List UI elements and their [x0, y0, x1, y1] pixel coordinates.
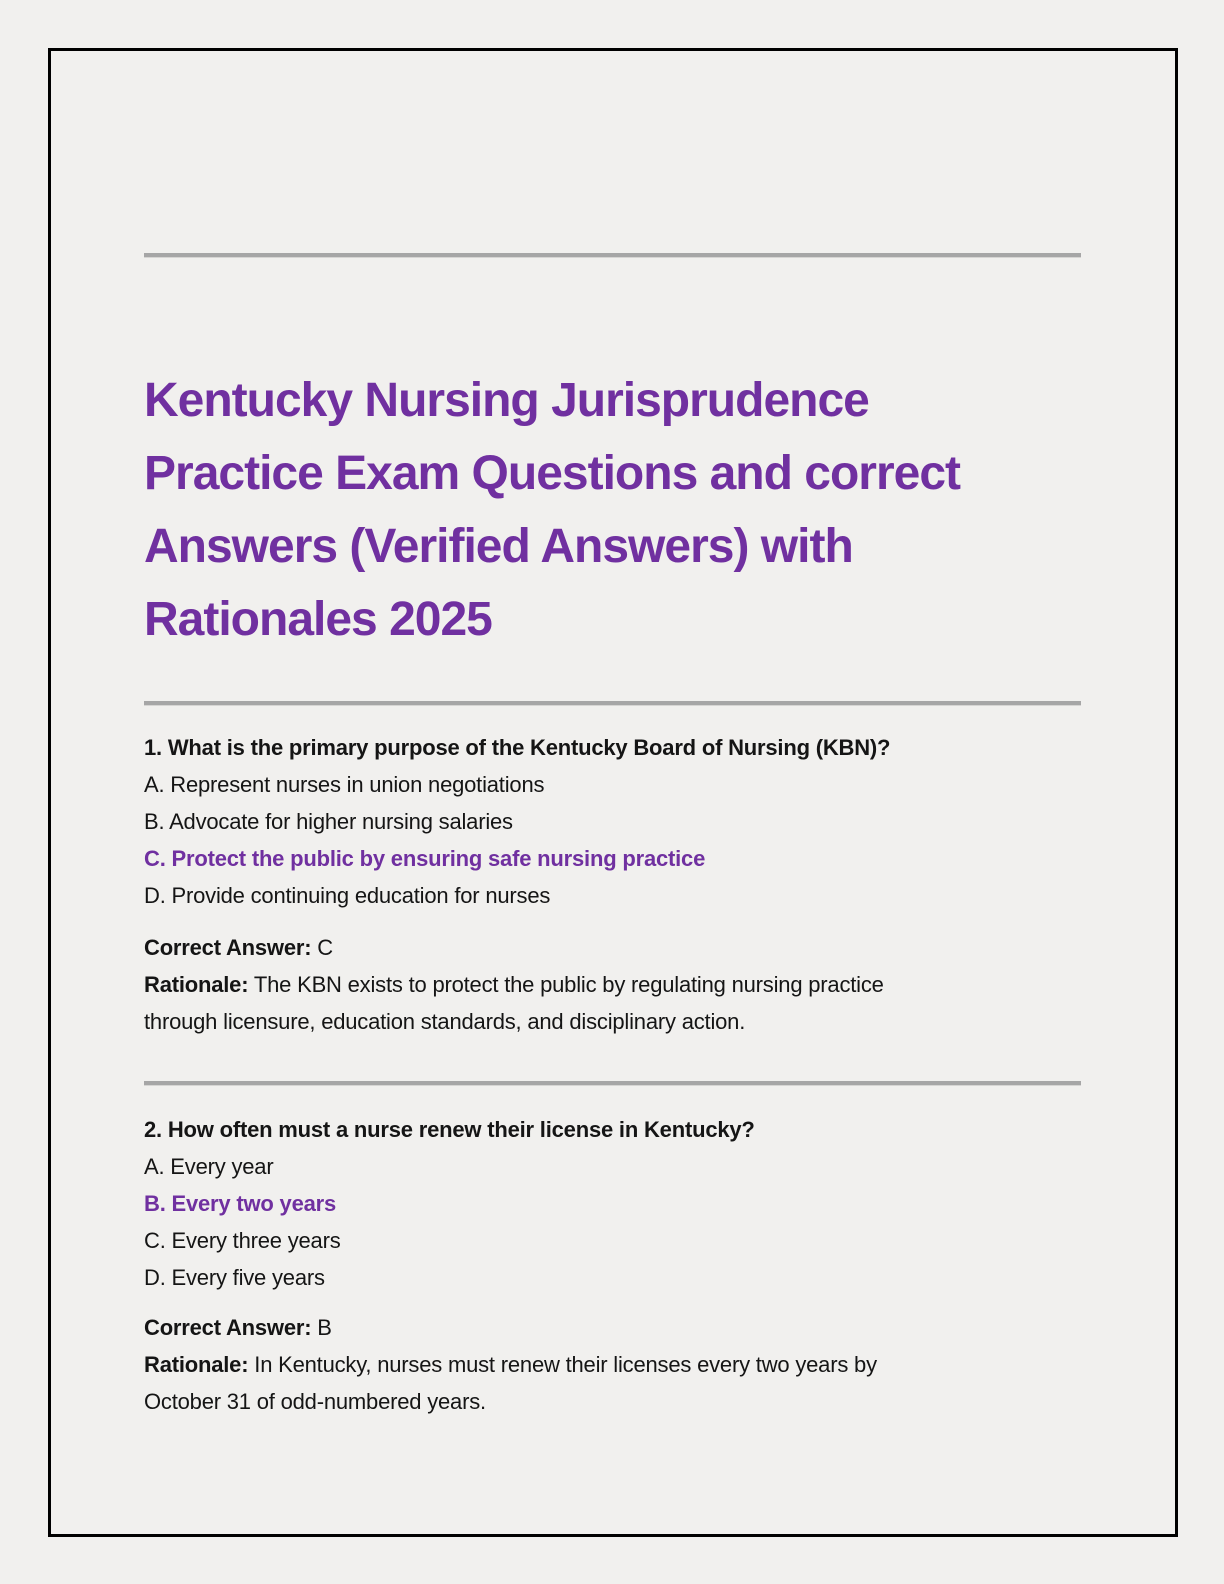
question-2-block — [144, 1111, 1084, 1296]
question-1-rationale-line-1 — [144, 966, 1084, 1003]
rationale-label: Rationale: — [144, 972, 249, 997]
question-2-option-a: A. Every year — [144, 1154, 274, 1179]
section-divider-question-2 — [144, 1081, 1081, 1086]
question-2-rationale-line-1 — [144, 1346, 1084, 1383]
correct-answer-value: C — [317, 935, 333, 960]
question-2-rationale-line-2: October 31 of odd-numbered years. — [144, 1389, 486, 1414]
question-1-answer-block — [144, 929, 1084, 1040]
section-divider-question-1 — [144, 701, 1081, 706]
document-title — [144, 364, 1144, 656]
question-1-correct-answer-line — [144, 929, 1084, 966]
question-1-option-c-correct: C. Protect the public by ensuring safe nursing practice — [144, 846, 706, 871]
question-2-option-d: D. Every five years — [144, 1265, 325, 1290]
document-title-line: Practice Exam Questions and correct — [144, 447, 961, 500]
document-title-line: Rationales 2025 — [144, 593, 492, 646]
question-2-answer-block — [144, 1309, 1084, 1420]
document-title-line: Kentucky Nursing Jurisprudence — [144, 374, 869, 427]
question-1-heading: 1. What is the primary purpose of the Kentucky Board of Nursing (KBN)? — [144, 735, 891, 760]
rationale-text: In Kentucky, nurses must renew their licenses every two years by — [254, 1352, 877, 1377]
question-2-option-b-correct: B. Every two years — [144, 1191, 337, 1216]
question-2-option-c: C. Every three years — [144, 1228, 341, 1253]
rationale-label: Rationale: — [144, 1352, 249, 1377]
question-1-block — [144, 729, 1084, 914]
question-2-correct-answer-line — [144, 1309, 1084, 1346]
correct-answer-value: B — [317, 1315, 332, 1340]
question-2-heading: 2. How often must a nurse renew their license in Kentucky? — [144, 1117, 755, 1142]
section-divider-top — [144, 253, 1081, 258]
correct-answer-label: Correct Answer: — [144, 1315, 312, 1340]
question-1-option-a: A. Represent nurses in union negotiations — [144, 772, 545, 797]
question-1-option-b: B. Advocate for higher nursing salaries — [144, 809, 513, 834]
rationale-text: The KBN exists to protect the public by regulating nursing practice — [253, 972, 884, 997]
document-title-line: Answers (Verified Answers) with — [144, 520, 853, 573]
question-1-option-d: D. Provide continuing education for nurses — [144, 883, 551, 908]
question-1-rationale-line-2: through licensure, education standards, and disciplinary action. — [144, 1009, 746, 1034]
correct-answer-label: Correct Answer: — [144, 935, 312, 960]
